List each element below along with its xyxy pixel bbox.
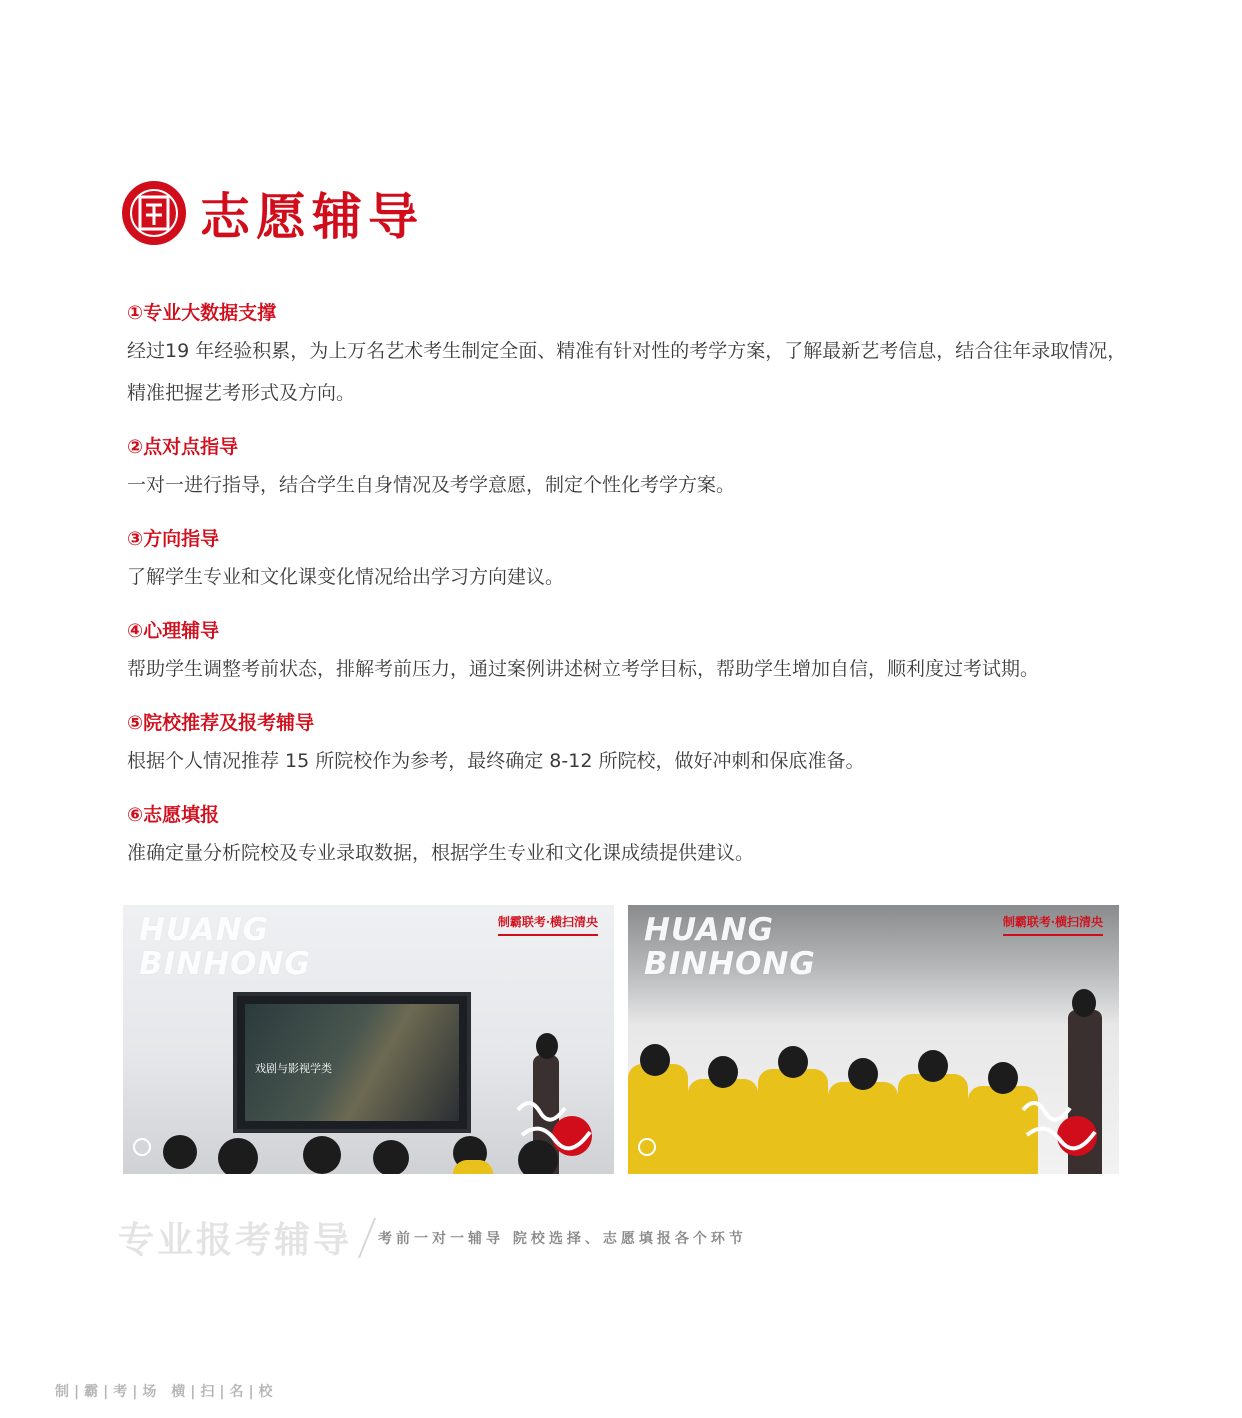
classroom-photo xyxy=(123,905,614,1174)
footer-subtitle: 考前一对一辅导 院校选择、志愿填报各个环节 xyxy=(378,1230,747,1247)
footer-banner xyxy=(118,1212,747,1263)
circle-icon xyxy=(638,1138,656,1156)
section-big-data xyxy=(127,298,1127,414)
tv-caption: 戏剧与影视学类 xyxy=(255,1062,332,1075)
section-direction xyxy=(127,524,1127,598)
section-body: 一对一进行指导，结合学生自身情况及考学意愿，制定个性化考学方案。 xyxy=(127,474,736,496)
page-header xyxy=(122,178,424,248)
section-body: 准确定量分析院校及专业录取数据，根据学生专业和文化课成绩提供建议。 xyxy=(127,842,755,864)
circle-icon xyxy=(133,1138,151,1156)
seal-logo-icon xyxy=(122,181,186,245)
footer-title: 专业报考辅导 xyxy=(118,1220,353,1261)
section-title: ①专业大数据支撑 xyxy=(127,302,277,324)
photo-row xyxy=(123,905,1119,1174)
divider xyxy=(358,1218,376,1258)
section-title: ⑥志愿填报 xyxy=(127,804,220,826)
calligraphy-slogan-icon xyxy=(1015,1090,1105,1160)
watermark-text: HUANG BINHONG xyxy=(139,912,311,982)
section-school-recommend xyxy=(127,708,1127,782)
tv-screen xyxy=(233,992,471,1133)
section-body: 帮助学生调整考前状态，排解考前压力，通过案例讲述树立考学目标，帮助学生增加自信，顺利度过考试期。 xyxy=(127,658,1040,680)
section-application xyxy=(127,800,1127,874)
calligraphy-slogan-icon xyxy=(510,1090,600,1160)
section-body: 经过19 年经验积累，为上万名艺术考生制定全面、精准有针对性的考学方案，了解最新艺考信息，结合往年录取情况，精准把握艺考形式及方向。 xyxy=(127,340,1127,404)
guidance-sections xyxy=(127,298,1127,892)
watermark-text: HUANG BINHONG xyxy=(644,912,816,982)
section-title: ③方向指导 xyxy=(127,528,220,550)
section-psychology xyxy=(127,616,1127,690)
section-one-on-one xyxy=(127,432,1127,506)
section-body: 根据个人情况推荐 15 所院校作为参考，最终确定 8-12 所院校，做好冲刺和保底准备。 xyxy=(127,750,865,772)
photo-tag: 制霸联考·横扫清央 xyxy=(1003,913,1103,936)
section-title: ⑤院校推荐及报考辅导 xyxy=(127,712,315,734)
section-body: 了解学生专业和文化课变化情况给出学习方向建议。 xyxy=(127,566,565,588)
bottom-slogan: 制|霸|考|场 横|扫|名|校 xyxy=(55,1384,278,1400)
lecture-hall-photo xyxy=(628,905,1119,1174)
photo-tag: 制霸联考·横扫清央 xyxy=(498,913,598,936)
section-title: ④心理辅导 xyxy=(127,620,220,642)
page-title: 志愿辅导 xyxy=(200,187,424,246)
section-title: ②点对点指导 xyxy=(127,436,239,458)
